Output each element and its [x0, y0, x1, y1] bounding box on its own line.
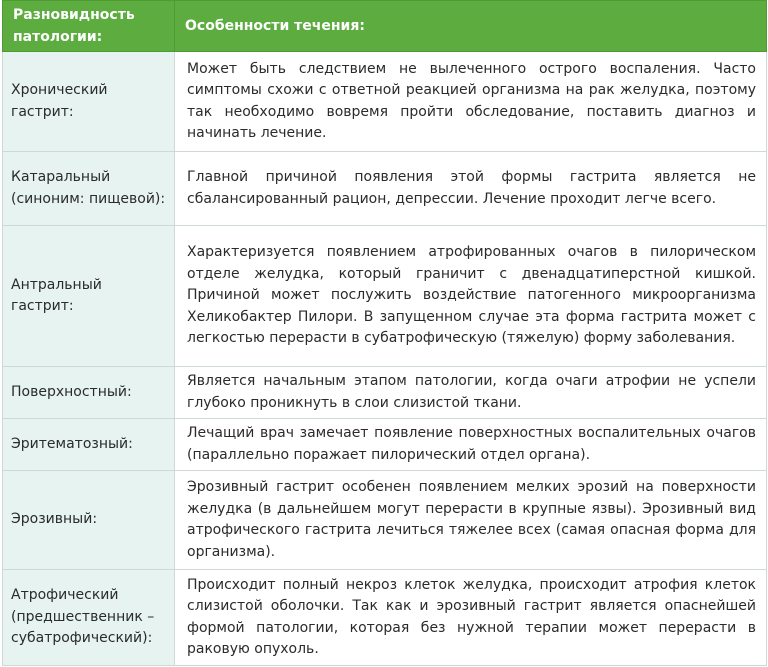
row-pathology-name: Хронический гастрит: [3, 52, 175, 152]
row-description: Характеризуется появлением атрофированных очагов в пилорическом отделе желудка, который граничит с двенадцатиперстной кишкой. Причиной может послужить воздействие патогенного микроорганизма Хеликобактер Пилори. В запущенном случае эта форма гастрита может с легкостью перерасти в субатрофическую (тяжелую) форму заболевания. [175, 226, 767, 367]
header-course-features: Особенности течения: [175, 1, 767, 52]
header-pathology-type: Разновидность патологии: [3, 1, 175, 52]
row-description: Лечащий врач замечает появление поверхностных воспалительных очагов (параллельно поражает пилорический отдел органа). [175, 419, 767, 471]
row-description: Главной причиной появления этой формы гастрита является не сбалансированный рацион, депрессии. Лечение проходит легче всего. [175, 152, 767, 226]
table-row [3, 570, 767, 666]
row-description: Происходит полный некроз клеток желудка, происходит атрофия клеток слизистой оболочки. Так как и эрозивный гастрит является опаснейшей формой патологии, которая без нужной терапии может перерасти в раковую опухоль. [175, 570, 767, 666]
table-header-row [3, 1, 767, 52]
gastritis-types-table [2, 0, 767, 666]
row-pathology-name: Эритематозный: [3, 419, 175, 471]
row-pathology-name: Катаральный (синоним: пищевой): [3, 152, 175, 226]
table-row [3, 52, 767, 152]
table-row [3, 152, 767, 226]
table-row [3, 367, 767, 419]
table-row [3, 419, 767, 471]
row-pathology-name: Антральный гастрит: [3, 226, 175, 367]
row-description: Эрозивный гастрит особенен появлением мелких эрозий на поверхности желудка (в дальнейшем могут перерасти в крупные язвы). Эрозивный вид атрофического гастрита лечиться тяжелее всех (самая опасная форма для организма). [175, 471, 767, 570]
table-row [3, 471, 767, 570]
row-pathology-name: Атрофический (предшественник – субатрофический): [3, 570, 175, 666]
row-description: Может быть следствием не вылеченного острого воспаления. Часто симптомы схожи с ответной реакцией организма на рак желудка, поэтому так необходимо вовремя пройти обследование, поставить диагноз и начинать лечение. [175, 52, 767, 152]
row-description: Является начальным этапом патологии, когда очаги атрофии не успели глубоко проникнуть в слои слизистой ткани. [175, 367, 767, 419]
row-pathology-name: Поверхностный: [3, 367, 175, 419]
table-row [3, 226, 767, 367]
row-pathology-name: Эрозивный: [3, 471, 175, 570]
